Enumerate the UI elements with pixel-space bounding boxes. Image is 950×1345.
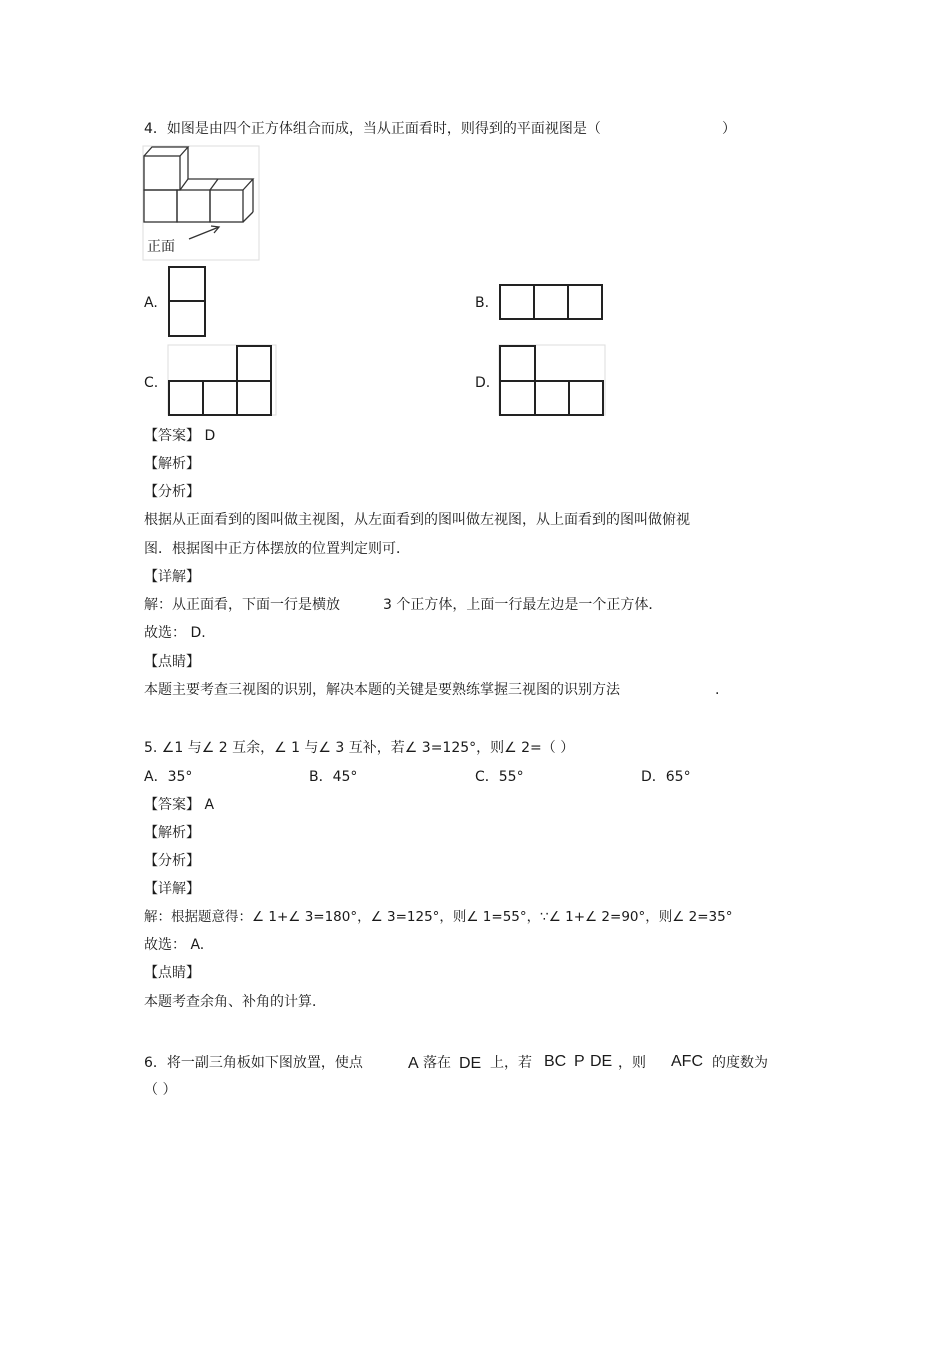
q6-symbol-de-2: DE <box>590 1053 613 1070</box>
q5-dianjing-heading: 【点睛】 <box>144 965 200 981</box>
q6-paren: （ ） <box>144 1082 177 1098</box>
q5-option-a: A．35° <box>144 769 193 785</box>
q4-option-d-label: D. <box>475 375 491 391</box>
q6-symbol-afc: AFC <box>671 1053 703 1070</box>
q6-symbol-de: DE <box>459 1055 482 1072</box>
q4-option-b-figure <box>499 284 605 322</box>
q4-option-a-figure <box>168 266 208 338</box>
q6-text-luozai: 落在 <box>423 1055 451 1071</box>
q4-summary-end: . <box>715 682 720 698</box>
q6-text-shang: 上，若 <box>490 1055 532 1071</box>
q5-detail: 解：根据题意得：∠ 1+∠ 3=180°，∠ 3=125°，则∠ 1=55°，∵∠ 1+∠ 2=90°，则∠ 2=35° <box>144 909 733 925</box>
q6-symbol-bc: BC <box>544 1053 567 1070</box>
q4-xiangjie-heading: 【详解】 <box>144 569 200 585</box>
q4-fenxi-text-1: 根据从正面看到的图叫做主视图，从左面看到的图叫做左视图，从上面看到的图叫做俯视 <box>144 512 690 528</box>
q4-option-d-figure <box>499 345 607 417</box>
q5-fenxi-heading: 【分析】 <box>144 853 200 869</box>
q5-answer: 【答案】 A <box>144 797 215 813</box>
q6-text-tail: 的度数为 <box>712 1055 768 1071</box>
q4-fenxi-heading: 【分析】 <box>144 484 200 500</box>
q6-text-ze: ，则 <box>618 1055 646 1071</box>
q5-jiexi-heading: 【解析】 <box>144 825 200 841</box>
q5-choose: 故选： A. <box>144 937 205 953</box>
q4-option-a-label: A. <box>144 295 158 311</box>
q4-stem: 4．如图是由四个正方体组合而成，当从正面看时，则得到的平面视图是（ <box>144 121 601 137</box>
q4-option-c-figure <box>168 345 278 417</box>
q4-detail-b: 3 个正方体，上面一行最左边是一个正方体． <box>383 597 663 613</box>
q4-jiexi-heading: 【解析】 <box>144 456 200 472</box>
q5-xiangjie-heading: 【详解】 <box>144 881 200 897</box>
q5-summary: 本题考查余角、补角的计算． <box>144 994 326 1010</box>
q4-fenxi-text-2: 图．根据图中正方体摆放的位置判定则可． <box>144 541 410 557</box>
q5-option-d: D．65° <box>641 769 691 785</box>
q4-choose: 故选： D. <box>144 625 206 641</box>
q4-dianjing-heading: 【点睛】 <box>144 654 200 670</box>
q4-answer: 【答案】 D <box>144 428 216 444</box>
q5-option-b: B．45° <box>309 769 358 785</box>
q4-option-b-label: B. <box>475 295 490 311</box>
q6-symbol-p: P <box>574 1053 585 1070</box>
q6-stem-start: 6．将一副三角板如下图放置，使点 <box>144 1055 363 1071</box>
q4-option-c-label: C. <box>144 375 159 391</box>
q4-detail-a: 解：从正面看，下面一行是横放 <box>144 597 340 613</box>
q6-symbol-a: A <box>408 1055 419 1072</box>
q4-figure-label: 正面 <box>147 239 175 255</box>
q5-stem: 5. ∠1 与∠ 2 互余，∠ 1 与∠ 3 互补，若∠ 3=125°，则∠ 2=（ ） <box>144 740 575 756</box>
q4-stem-close: ） <box>722 121 736 137</box>
q5-option-c: C．55° <box>475 769 524 785</box>
q4-summary: 本题主要考查三视图的识别，解决本题的关键是要熟练掌握三视图的识别方法 <box>144 682 620 698</box>
